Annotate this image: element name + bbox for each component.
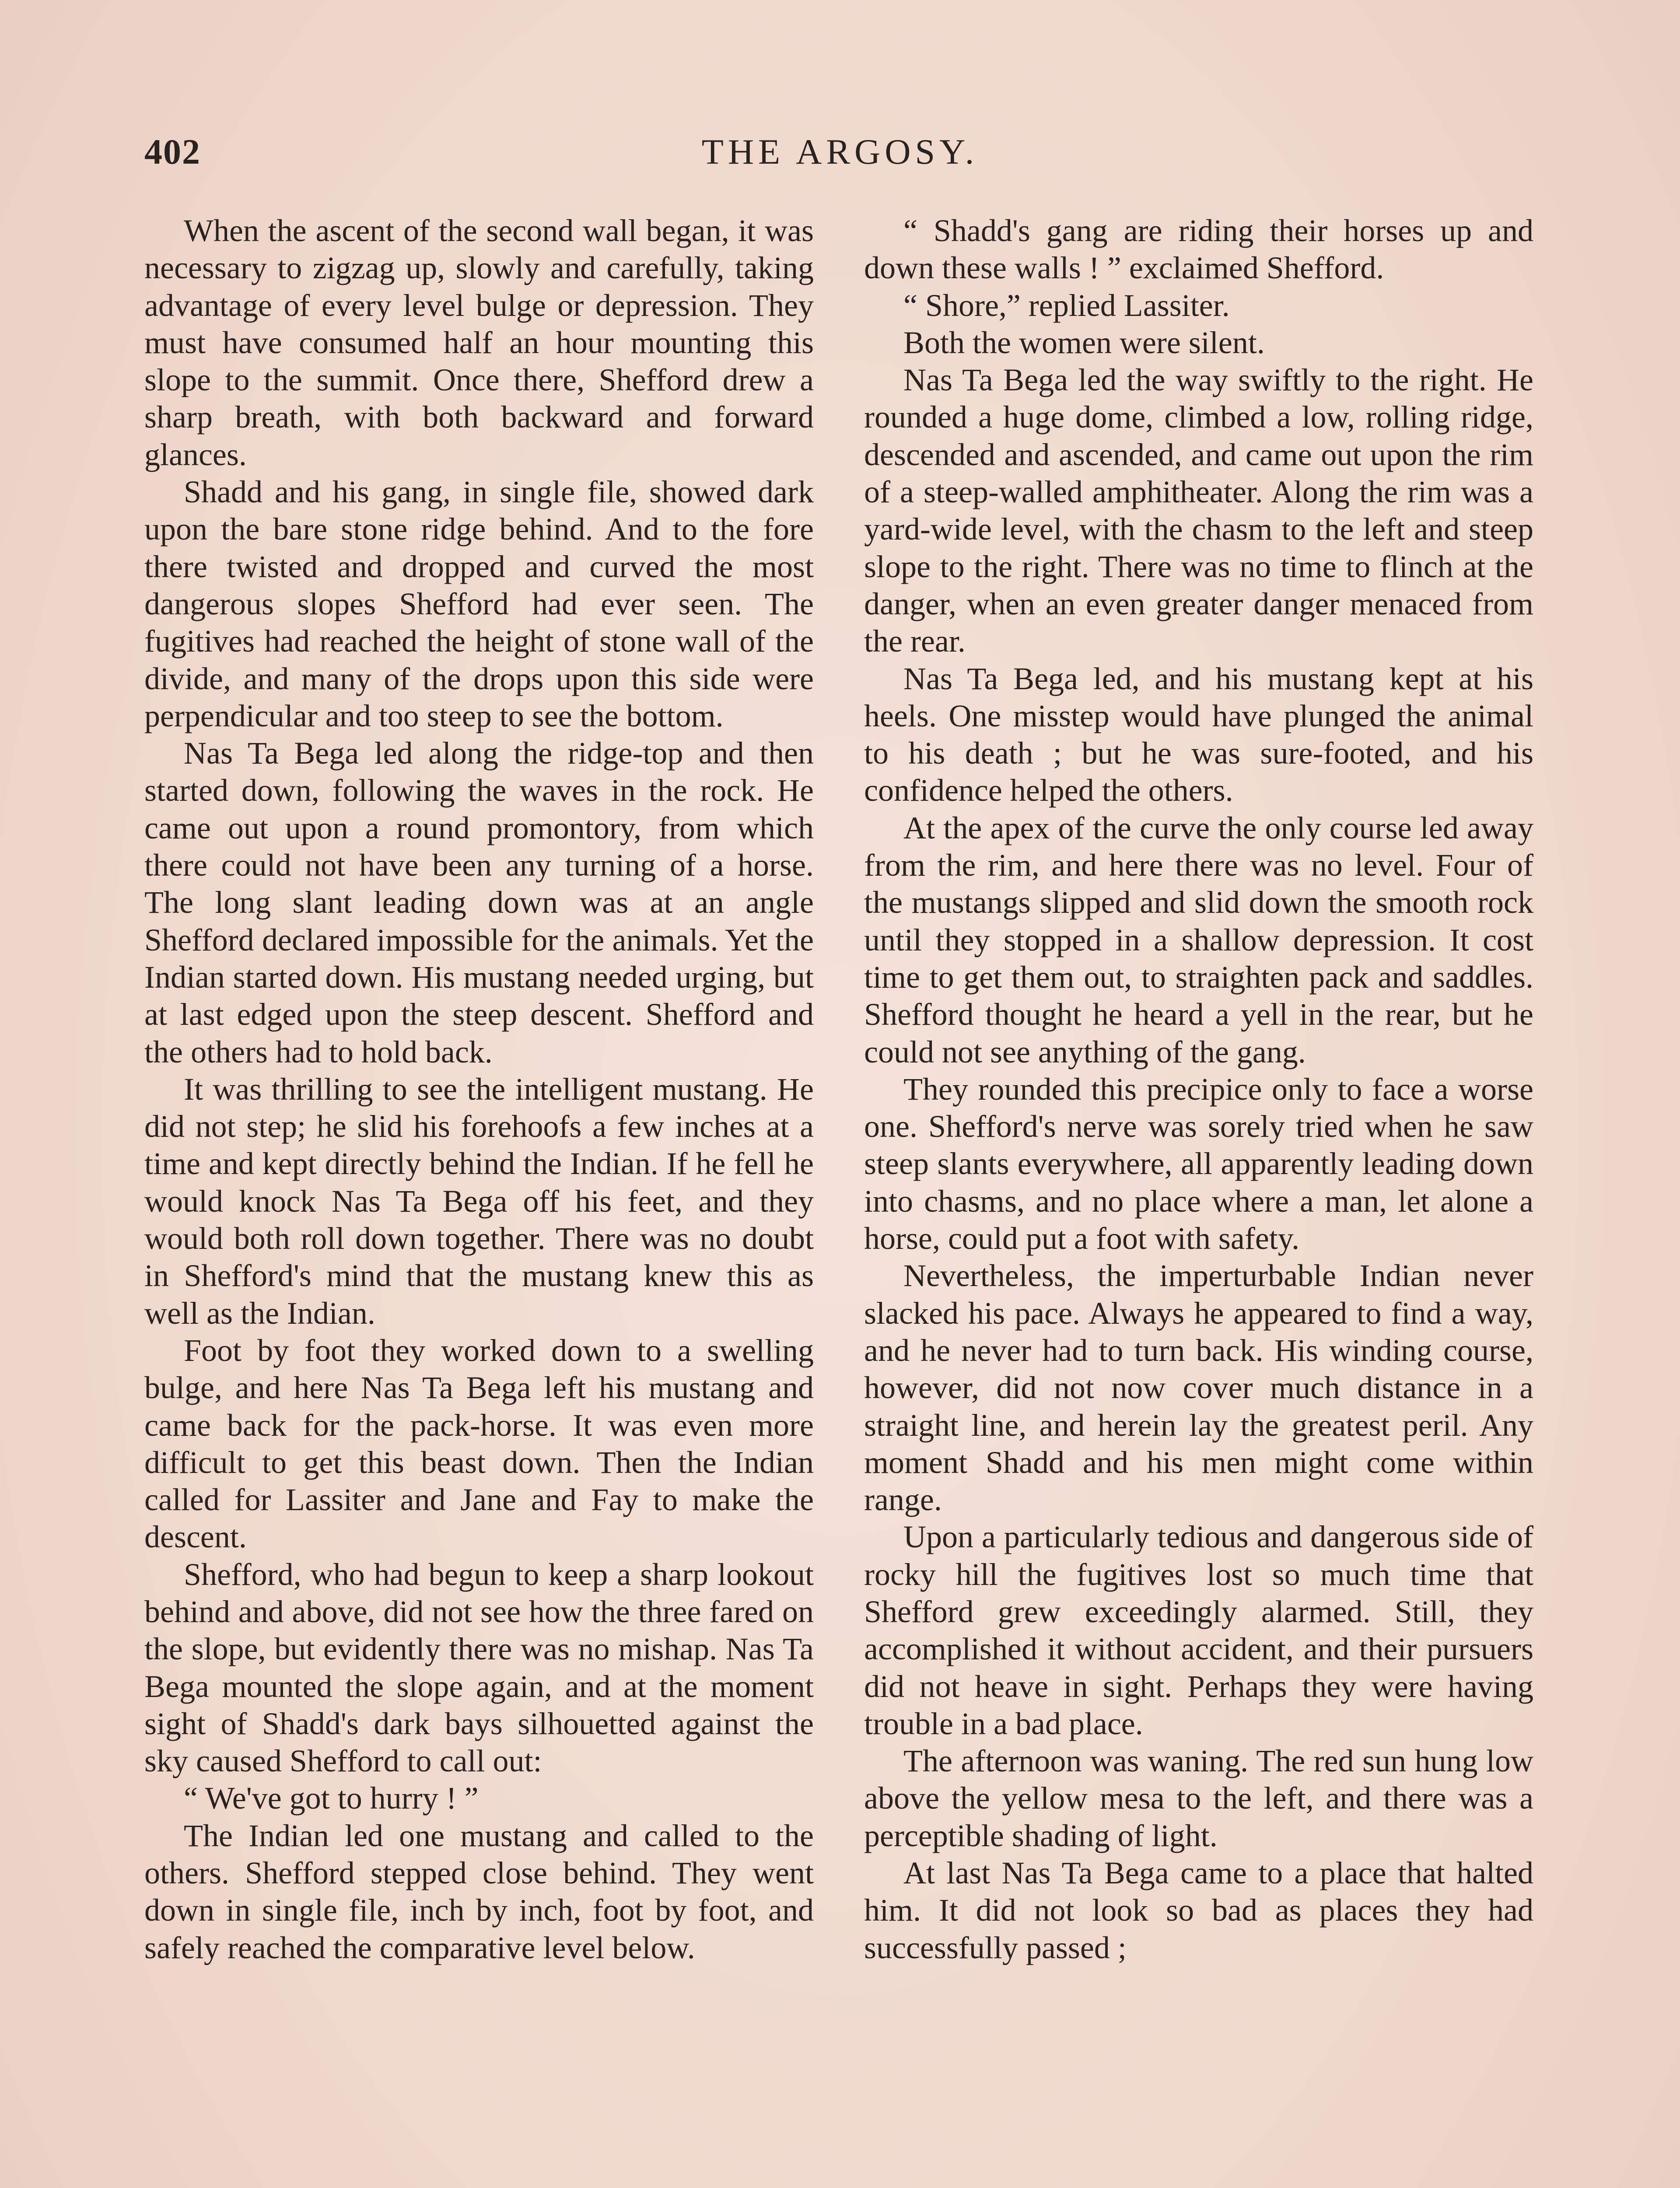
paragraph: “ Shadd's gang are riding their horses up and down these walls ! ” exclaimed Shefford. xyxy=(864,213,1533,286)
paragraph: At last Nas Ta Bega came to a place that halted him. It did not look so bad as places they had successfully passed ; xyxy=(864,1855,1533,1965)
paragraph: “ Shore,” replied Lassiter. xyxy=(903,288,1230,323)
paragraph: Nas Ta Bega led along the ridge-top and then started down, following the waves in the rock. He came out upon a round promontory, from which there could not have been any turning of a horse. The long slant leading down was at an angle Shefford declared impossible for the animals. Yet the Indian started down. His mustang needed urging, but at last edged upon the steep descent. Shefford and the others had to hold back. xyxy=(144,736,814,1069)
paragraph: Shefford, who had begun to keep a sharp lookout behind and above, did not see how the three fared on the slope, but evidently there was no mishap. Nas Ta Bega mounted the slope again, and at the moment sight of Shadd's dark bays silhouetted against the sky caused Shefford to call out: xyxy=(144,1557,814,1779)
paragraph: “ We've got to hurry ! ” xyxy=(184,1781,479,1816)
paragraph: Shadd and his gang, in single file, showed dark upon the bare stone ridge behind. And to the fore there twisted and dropped and curved the most dangerous slopes Shefford had ever seen. The fugitives had reached the height of stone wall of the divide, and many of the drops upon this side were perpendicular and too steep to see the bottom. xyxy=(144,474,814,733)
paragraph: Nas Ta Bega led, and his mustang kept at his heels. One misstep would have plunged the animal to his death ; but he was sure-footed, and his confidence helped the others. xyxy=(864,661,1533,808)
running-title: THE ARGOSY. xyxy=(701,132,979,172)
paragraph: Both the women were silent. xyxy=(903,325,1265,360)
paragraph: Foot by foot they worked down to a swelling bulge, and here Nas Ta Bega left his mustang and came back for the pack-horse. It was even more difficult to get this beast down. Then the Indian called for Lassiter and Jane and Fay to make the descent. xyxy=(144,1332,814,1555)
paragraph: Nevertheless, the imperturbable Indian never slacked his pace. Always he appeared to find a way, and he never had to turn back. His winding course, however, did not now cover much distance in a straight line, and herein lay the greatest peril. Any moment Shadd and his men might come within range. xyxy=(864,1258,1533,1518)
right-column xyxy=(864,212,1533,1967)
page-header xyxy=(144,131,1536,184)
paragraph: The afternoon was waning. The red sun hung low above the yellow mesa to the left, and there was a perceptible shading of light. xyxy=(864,1743,1533,1853)
paragraph: The Indian led one mustang and called to the others. Shefford stepped close behind. They went down in single file, inch by inch, foot by foot, and safely reached the comparative level below. xyxy=(144,1818,814,1965)
paragraph: Nas Ta Bega led the way swiftly to the right. He rounded a huge dome, climbed a low, rolling ridge, descended and ascended, and came out upon the rim of a steep-walled amphitheater. Along the rim was a yard-wide level, with the chasm to the left and steep slope to the right. There was no time to flinch at the danger, when an even greater danger menaced from the rear. xyxy=(864,362,1533,659)
paragraph: When the ascent of the second wall began, it was necessary to zigzag up, slowly and carefully, taking advantage of every level bulge or depression. They must have consumed half an hour mounting this slope to the summit. Once there, Shefford drew a sharp breath, with both backward and forward glances. xyxy=(144,213,814,472)
page-number: 402 xyxy=(144,132,201,172)
paragraph: Upon a particularly tedious and dangerous side of rocky hill the fugitives lost so much time that Shefford grew exceedingly alarmed. Still, they accomplished it without accident, and their pursuers did not heave in sight. Perhaps they were having trouble in a bad place. xyxy=(864,1519,1533,1741)
left-column xyxy=(144,212,814,1967)
paragraph: It was thrilling to see the intelligent mustang. He did not step; he slid his forehoofs a few inches at a time and kept directly behind the Indian. If he fell he would knock Nas Ta Bega off his feet, and they would both roll down together. There was no doubt in Shefford's mind that the mustang knew this as well as the Indian. xyxy=(144,1071,814,1331)
paragraph: They rounded this precipice only to face a worse one. Shefford's nerve was sorely tried when he saw steep slants everywhere, all apparently leading down into chasms, and no place where a man, let alone a horse, could put a foot with safety. xyxy=(864,1071,1533,1256)
paragraph: At the apex of the curve the only course led away from the rim, and here there was no level. Four of the mustangs slipped and slid down the smooth rock until they stopped in a shallow depression. It cost time to get them out, to straighten pack and saddles. Shefford thought he heard a yell in the rear, but he could not see anything of the gang. xyxy=(864,810,1533,1069)
